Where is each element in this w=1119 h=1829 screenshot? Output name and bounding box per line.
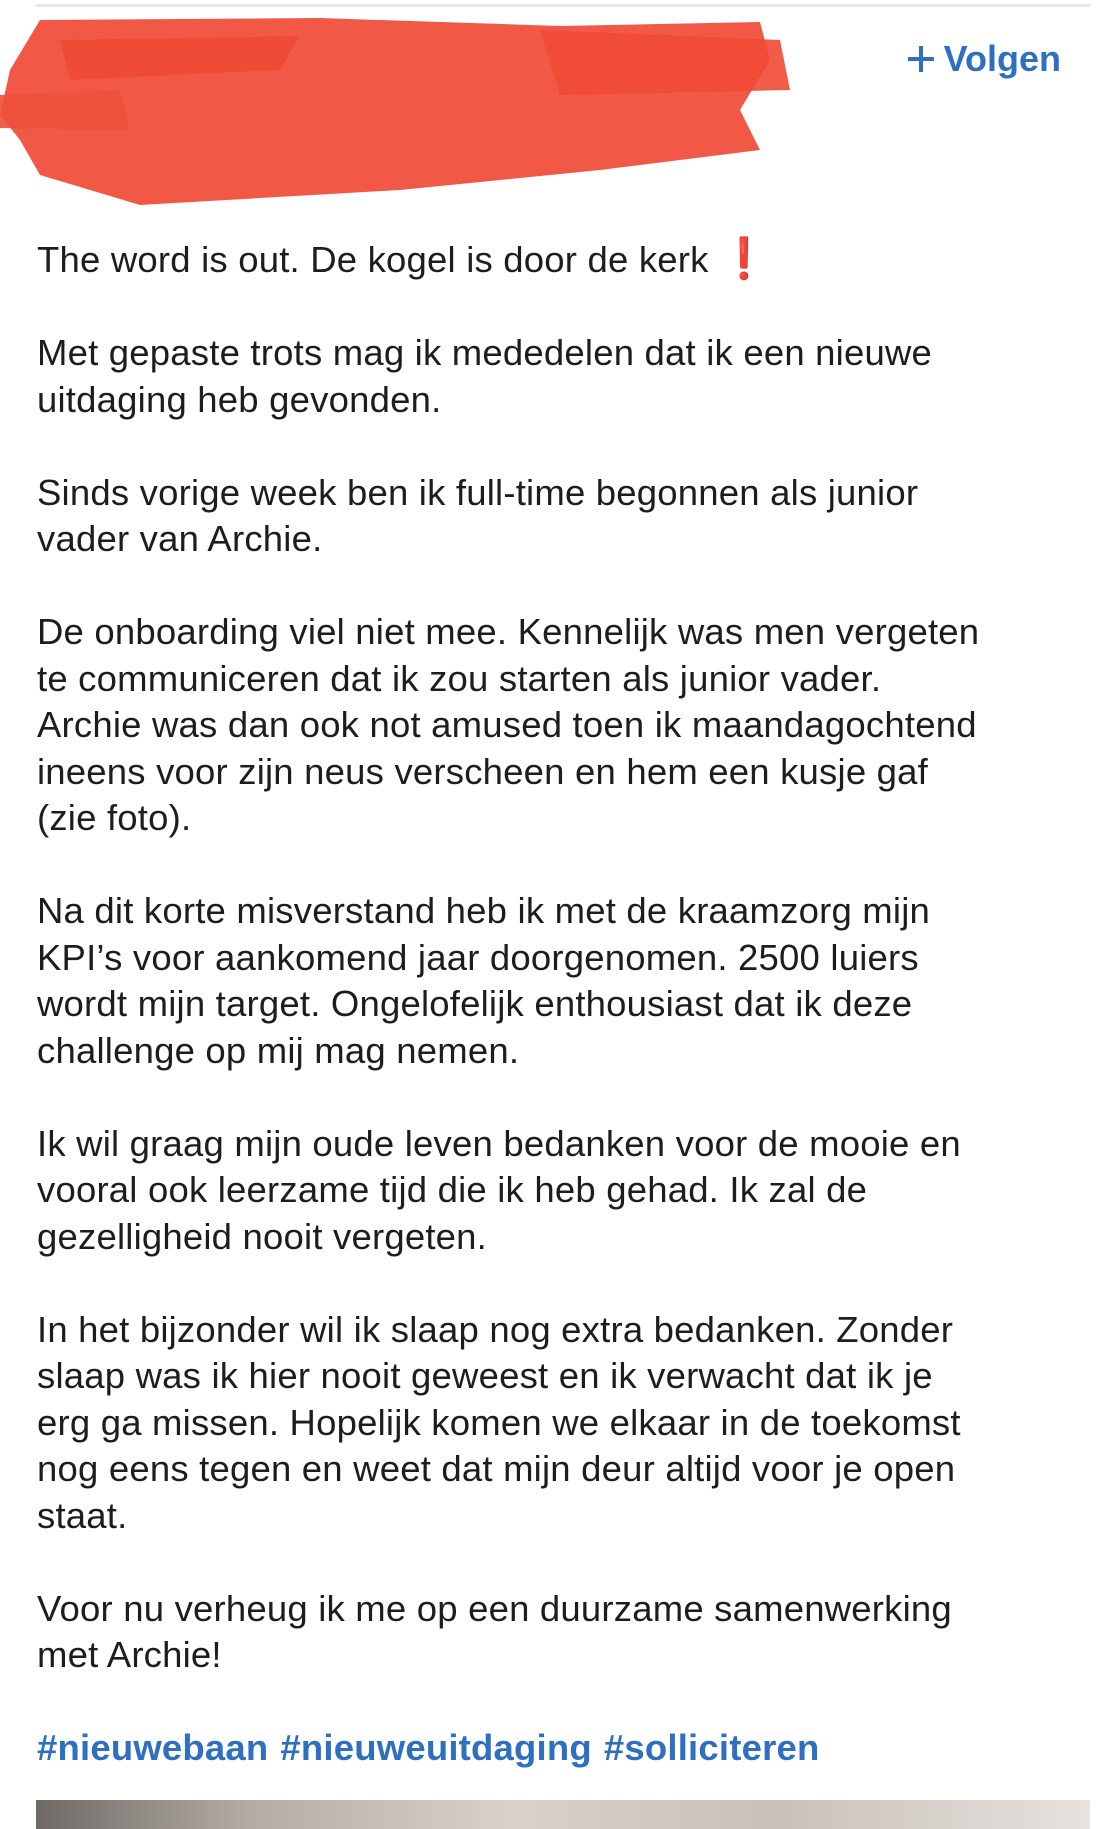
post-photo[interactable] bbox=[36, 1800, 1090, 1829]
post-body bbox=[37, 236, 1087, 1772]
post-paragraph: Ik wil graag mijn oude leven bedanken voor de mooie en vooral ook leerzame tijd die ik heb gehad. Ik zal de gezelligheid nooit vergeten. bbox=[37, 1122, 961, 1257]
plus-icon bbox=[908, 46, 934, 72]
post-paragraph: Sinds vorige week ben ik full-time begonnen als junior vader van Archie. bbox=[37, 471, 919, 559]
hashtag-link[interactable]: #solliciteren bbox=[603, 1727, 820, 1768]
post-paragraph: Voor nu verheug ik me op een duurzame samenwerking met Archie! bbox=[37, 1587, 952, 1675]
redaction-scribble bbox=[0, 0, 900, 215]
post-paragraph: Na dit korte misverstand heb ik met de kraamzorg mijn KPI’s voor aankomend jaar doorgenomen. 2500 luiers wordt mijn target. Ongelofelijk enthousiast dat ik deze challenge op mij mag nemen. bbox=[37, 890, 931, 1071]
post-header bbox=[0, 0, 1119, 215]
post-headline bbox=[37, 236, 1087, 284]
headline-text: The word is out. De kogel is door de kerk bbox=[37, 239, 709, 280]
hashtag-link[interactable]: #nieuwebaan bbox=[37, 1727, 269, 1768]
post-paragraph: In het bijzonder wil ik slaap nog extra bedanken. Zonder slaap was ik hier nooit geweest en ik verwacht dat ik je erg ga missen. Hopelijk komen we elkaar in de toekomst nog eens tegen en weet dat mijn deur altijd voor je open staat. bbox=[37, 1308, 961, 1536]
follow-label: Volgen bbox=[943, 38, 1061, 79]
exclamation-emoji: ❗ bbox=[718, 237, 769, 281]
hashtag-list bbox=[37, 1725, 1087, 1772]
hashtag-link[interactable]: #nieuweuitdaging bbox=[280, 1727, 592, 1768]
post-paragraph: Met gepaste trots mag ik mededelen dat ik een nieuwe uitdaging heb gevonden. bbox=[37, 332, 933, 420]
follow-button[interactable] bbox=[908, 38, 1061, 80]
post-paragraph: De onboarding viel niet mee. Kennelijk was men vergeten te communiceren dat ik zou starten als junior vader. Archie was dan ook not amused toen ik maandagochtend ineens voor zijn neus verscheen en hem een kusje gaf (zie foto). bbox=[37, 611, 980, 838]
